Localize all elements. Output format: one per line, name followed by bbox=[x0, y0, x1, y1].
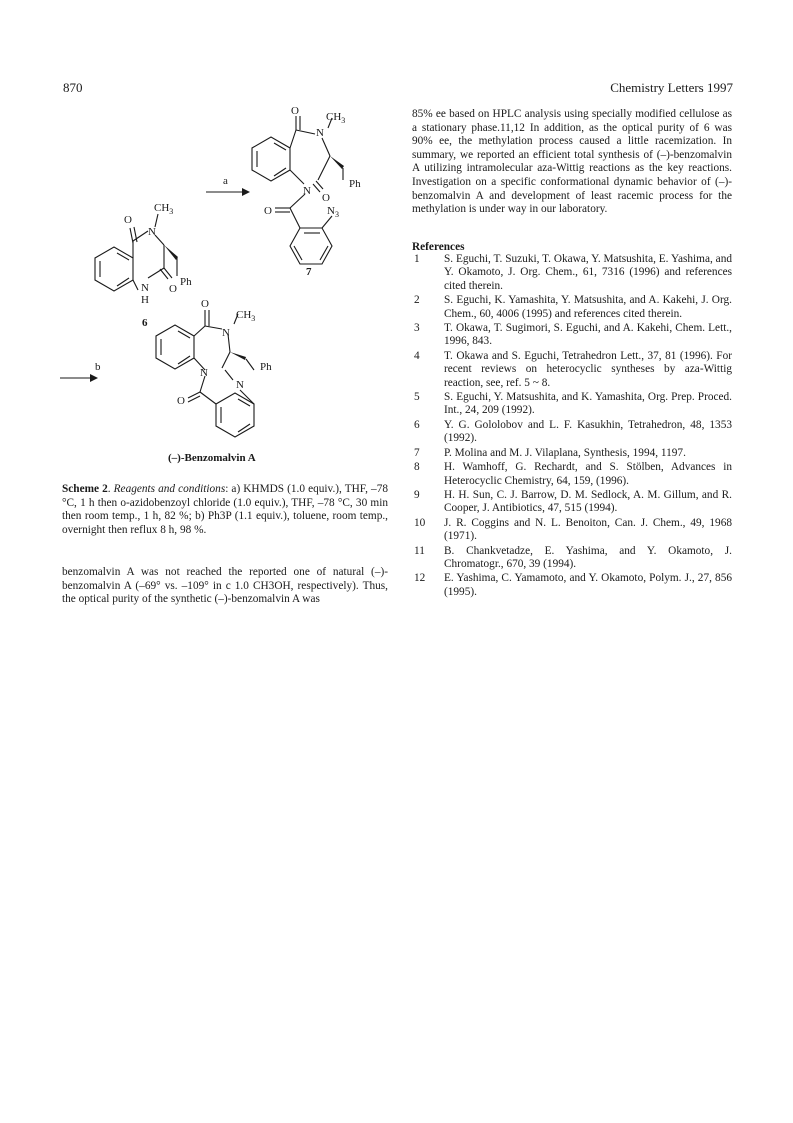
reference-item bbox=[412, 572, 732, 599]
atom-ch3: $CH_3$ bbox=[326, 111, 346, 125]
atom-ch3: $CH_3$ bbox=[154, 202, 174, 216]
left-body-text bbox=[62, 566, 388, 607]
reference-number: 4 bbox=[414, 349, 420, 362]
reference-number: 7 bbox=[414, 446, 420, 459]
reference-item bbox=[412, 294, 732, 321]
reference-number: 1 bbox=[414, 253, 420, 265]
right-paragraph: 85% ee based on HPLC analysis using specially modified cellulose as a stationary phase.11,12 In addition, as the optical purity of 6 was 90% ee, the methylation process caused a little racemization. In summary, we reported an efficient total synthesis of (–)-benzomalvin A utilizing intramolecular aza-Wittig reactions as the key reactions. Investigation on a specific conformational dynamic behavior of (–)-benzomalvin A and development of least racemic process for the methylation is under way in our laboratory. bbox=[412, 108, 732, 216]
reference-text: Y. G. Gololobov and L. F. Kasukhin, Tetrahedron, 48, 1353 (1992). bbox=[444, 418, 732, 445]
atom-o: O bbox=[201, 298, 209, 310]
reference-number: 9 bbox=[414, 488, 420, 501]
reference-item bbox=[412, 517, 732, 544]
reference-text: T. Okawa and S. Eguchi, Tetrahedron Lett., 37, 81 (1996). For recent reviews on heterocyclic syntheses by aza-Wittig reaction, see, ref. 5 ~ 8. bbox=[444, 349, 732, 389]
page-number: 870 bbox=[63, 80, 83, 95]
compound-label-7: 7 bbox=[306, 266, 312, 278]
reference-number: 8 bbox=[414, 461, 420, 474]
atom-n: N bbox=[316, 127, 324, 139]
reference-item bbox=[412, 489, 732, 516]
reference-text: H. Wamhoff, G. Rechardt, and S. Stölben, Advances in Heterocyclic Chemistry, 64, 159, (1996). bbox=[444, 461, 732, 487]
atom-ph: Ph bbox=[349, 178, 361, 190]
atom-n: N bbox=[222, 327, 230, 339]
left-paragraph: benzomalvin A was not reached the reported one of natural (–)-benzomalvin A (–69° vs. –109° in c 1.0 CH3OH, respectively). Thus, the optical purity of the synthetic (–)-benzomalvin A was bbox=[62, 566, 388, 606]
atom-o: O bbox=[177, 395, 185, 407]
reference-number: 10 bbox=[414, 516, 426, 529]
right-body-text bbox=[412, 108, 732, 217]
compound-7-structure bbox=[252, 116, 344, 264]
caption-italic: Reagents and conditions bbox=[113, 483, 226, 495]
reference-item bbox=[412, 350, 732, 390]
reference-number: 6 bbox=[414, 418, 420, 431]
scheme-caption: Scheme 2. Reagents and conditions: a) KHMDS (1.0 equiv.), THF, –78 °C, 1 h then o-azidobenzoyl chloride (1.0 equiv.), THF, –78 °C, 30 min then room temp., 1 h, 82 %; b) Ph3P (1.1 equiv.), toluene, room temp., overnight then reflux 8 h, 98 %. bbox=[62, 483, 389, 536]
reference-item bbox=[412, 253, 732, 293]
compound-label-6: 6 bbox=[142, 317, 148, 329]
references-list bbox=[412, 253, 732, 599]
reference-text: T. Okawa, T. Sugimori, S. Eguchi, and A. Kakehi, Chem. Lett., 1996, 843. bbox=[444, 322, 732, 348]
reference-item bbox=[412, 461, 732, 488]
reference-item bbox=[412, 419, 732, 446]
atom-n: N bbox=[141, 282, 149, 294]
reference-number: 5 bbox=[414, 391, 420, 404]
atom-o: O bbox=[322, 192, 330, 204]
reference-text: S. Eguchi, Y. Matsushita, and K. Yamashita, Org. Prep. Proced. Int., 24, 209 (1992). bbox=[444, 391, 732, 417]
reference-text: S. Eguchi, T. Suzuki, T. Okawa, Y. Matsushita, E. Yashima, and Y. Okamoto, J. Org. Chem., 61, 7316 (1996) and references cited therein. bbox=[444, 253, 732, 292]
atom-n: N bbox=[200, 367, 208, 379]
arrow-a-label: a bbox=[223, 175, 228, 187]
reference-number: 3 bbox=[414, 322, 420, 335]
references-section bbox=[412, 241, 732, 600]
atom-n3: $N_3$ bbox=[327, 205, 339, 219]
atom-o: O bbox=[124, 214, 132, 226]
caption-label: Scheme 2 bbox=[62, 483, 108, 495]
reference-item bbox=[412, 391, 732, 418]
atom-n: N bbox=[303, 185, 311, 197]
product-label: (–)-Benzomalvin A bbox=[168, 452, 256, 464]
compound-6-structure bbox=[95, 214, 178, 291]
journal-running-head: Chemistry Letters 1997 bbox=[610, 80, 733, 95]
atom-h: H bbox=[141, 294, 149, 306]
reference-item bbox=[412, 545, 732, 572]
reaction-scheme bbox=[60, 105, 400, 468]
scheme-drawing bbox=[60, 105, 400, 468]
reference-number: 11 bbox=[414, 544, 425, 557]
atom-n: N bbox=[148, 226, 156, 238]
atom-o: O bbox=[291, 105, 299, 117]
atom-ch3: $CH_3$ bbox=[236, 309, 256, 323]
atom-o: O bbox=[169, 283, 177, 295]
reference-text: H. H. Sun, C. J. Barrow, D. M. Sedlock, A. M. Gillum, and R. Cooper, J. Antibiotics, 47, 515 (1994). bbox=[444, 488, 732, 515]
reference-number: 12 bbox=[414, 572, 426, 585]
reference-number: 2 bbox=[414, 294, 420, 307]
atom-ph: Ph bbox=[180, 276, 192, 288]
atom-ph: Ph bbox=[260, 361, 272, 373]
atom-n: N bbox=[236, 379, 244, 391]
reference-text: B. Chankvetadze, E. Yashima, and Y. Okamoto, J. Chromatogr., 670, 39 (1994). bbox=[444, 544, 732, 570]
atom-o: O bbox=[264, 205, 272, 217]
reference-item bbox=[412, 322, 732, 349]
reference-text: S. Eguchi, K. Yamashita, Y. Matsushita, and A. Kakehi, J. Org. Chem., 60, 4006 (1995) and references cited therein. bbox=[444, 294, 732, 320]
caption-text: : a) KHMDS (1.0 equiv.), THF, –78 °C, 1 h then o-azidobenzoyl chloride (1.0 equiv.), THF, –78 °C, 30 min then room temp., 1 h, 82 %; b) Ph3P (1.1 equiv.), toluene, room temp., overnight then reflux 8 h, 98 %. bbox=[62, 483, 389, 536]
reference-item bbox=[412, 447, 732, 460]
arrow-b-label: b bbox=[95, 361, 101, 373]
reference-text: P. Molina and M. J. Vilaplana, Synthesis, 1994, 1197. bbox=[444, 446, 686, 459]
reference-text: E. Yashima, C. Yamamoto, and Y. Okamoto, Polym. J., 27, 856 (1995). bbox=[444, 572, 732, 598]
references-title: References bbox=[412, 241, 465, 253]
reference-text: J. R. Coggins and N. L. Benoiton, Can. J. Chem., 49, 1968 (1971). bbox=[444, 516, 732, 543]
